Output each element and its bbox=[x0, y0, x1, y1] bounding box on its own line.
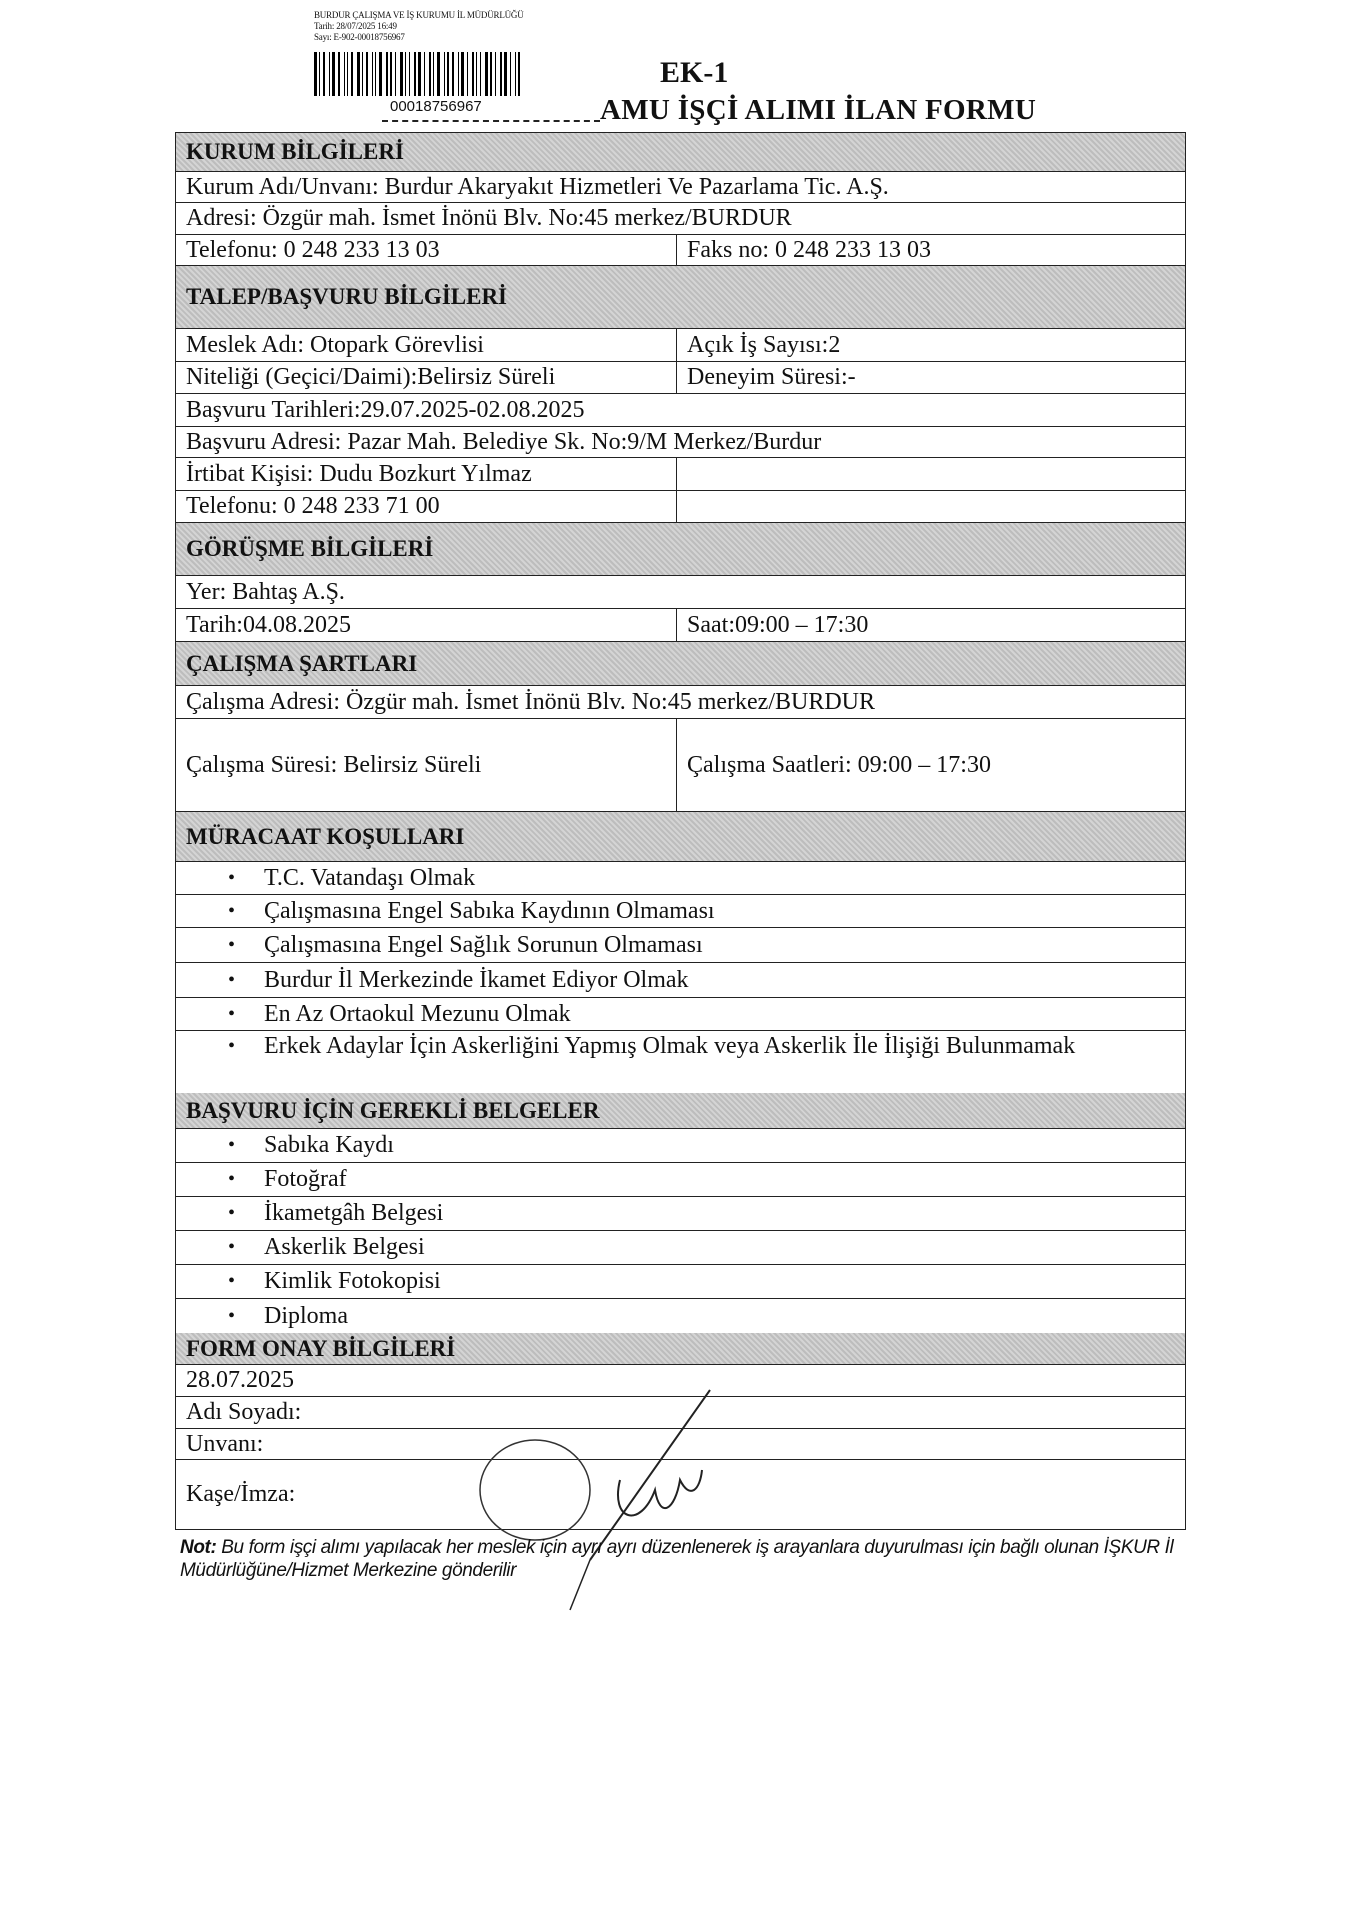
list-item bbox=[176, 998, 1185, 1031]
barcode-bar bbox=[504, 52, 507, 96]
section-onay bbox=[176, 1333, 1185, 1365]
section-heading: TALEP/BAŞVURU BİLGİLERİ bbox=[186, 284, 508, 309]
stamp-number: Sayı: E-902-00018756967 bbox=[314, 32, 405, 42]
list-item bbox=[176, 928, 1185, 963]
barcode-bar bbox=[437, 52, 440, 96]
barcode-bar bbox=[476, 52, 477, 96]
empty-cell bbox=[677, 491, 1185, 522]
kurum-telefon: Telefonu: 0 248 233 13 03 bbox=[176, 235, 677, 265]
barcode-bar bbox=[338, 52, 340, 96]
document-stamp bbox=[314, 10, 524, 43]
talep-telefon: Telefonu: 0 248 233 71 00 bbox=[176, 491, 677, 522]
barcode-bar bbox=[375, 52, 376, 96]
barcode-bar bbox=[351, 52, 353, 96]
barcode-bar bbox=[480, 52, 481, 96]
list-item bbox=[176, 862, 1185, 895]
barcode-bar bbox=[433, 52, 434, 96]
list-item-text: Burdur İl Merkezinde İkamet Ediyor Olmak bbox=[264, 966, 689, 993]
bullet-icon: • bbox=[228, 933, 236, 956]
section-muracaat bbox=[176, 812, 1185, 862]
section-heading: FORM ONAY BİLGİLERİ bbox=[186, 1335, 456, 1361]
bullet-icon: • bbox=[228, 1002, 236, 1025]
barcode-bar bbox=[395, 52, 396, 96]
kurum-faks: Faks no: 0 248 233 13 03 bbox=[687, 236, 932, 263]
gorusme-tarih: Tarih:04.08.2025 bbox=[176, 609, 677, 641]
section-calisma bbox=[176, 642, 1185, 686]
section-heading: GÖRÜŞME BİLGİLERİ bbox=[186, 536, 434, 561]
note-text: Bu form işçi alımı yapılacak her meslek için ayrı ayrı düzenlenerek iş arayanlara duyurulması için bağlı olunan İŞKUR İl Müdürlüğüne/Hizmet Merkezine gönderilir bbox=[180, 1537, 1174, 1581]
barcode-bar bbox=[329, 52, 330, 96]
bullet-icon: • bbox=[228, 1168, 236, 1190]
barcode-bar bbox=[414, 52, 416, 96]
stamp-institution: BURDUR ÇALIŞMA VE İŞ KURUMU İL MÜDÜRLÜĞÜ bbox=[314, 10, 524, 20]
list-item-text: T.C. Vatandaşı Olmak bbox=[264, 864, 476, 891]
list-item bbox=[176, 1231, 1185, 1265]
barcode-bar bbox=[444, 52, 445, 96]
onay-unvan: Unvanı: bbox=[186, 1430, 264, 1457]
barcode-bar bbox=[472, 52, 474, 96]
bullet-icon: • bbox=[228, 1270, 236, 1292]
section-gorusme bbox=[176, 523, 1185, 576]
barcode-bar bbox=[379, 52, 382, 96]
barcode-bar bbox=[332, 52, 335, 96]
barcode-bar bbox=[314, 52, 317, 96]
list-item-cell bbox=[176, 1197, 1185, 1230]
barcode-bar bbox=[400, 52, 403, 96]
barcode-bar bbox=[490, 52, 492, 96]
barcode-bar bbox=[452, 52, 454, 96]
list-item-text: Çalışmasına Engel Sağlık Sorunun Olmaması bbox=[264, 931, 703, 958]
barcode-bar bbox=[344, 52, 345, 96]
list-item-cell bbox=[176, 928, 1185, 962]
bullet-icon: • bbox=[228, 866, 236, 889]
section-kurum bbox=[176, 133, 1185, 172]
bullet-icon: • bbox=[228, 1134, 236, 1156]
gorusme-yer: Yer: Bahtaş A.Ş. bbox=[186, 578, 345, 605]
calisma-sure: Çalışma Süresi: Belirsiz Süreli bbox=[176, 719, 677, 811]
bullet-icon: • bbox=[228, 1202, 236, 1224]
barcode-bar bbox=[366, 52, 368, 96]
list-item-cell bbox=[176, 1299, 1185, 1333]
form-table bbox=[175, 132, 1186, 1530]
deneyim: Deneyim Süresi:- bbox=[687, 364, 856, 390]
barcode-bar bbox=[418, 52, 421, 96]
barcode-bar bbox=[510, 52, 511, 96]
empty-cell bbox=[677, 458, 1185, 490]
list-item-cell bbox=[176, 1231, 1185, 1264]
barcode-bar bbox=[347, 52, 348, 96]
footnote bbox=[180, 1536, 1200, 1582]
stamp-date: Tarih: 28/07/2025 16:49 bbox=[314, 21, 397, 31]
barcode-bar bbox=[485, 52, 488, 96]
list-item-cell bbox=[176, 1129, 1185, 1162]
annex-label: EK-1 bbox=[660, 56, 729, 89]
barcode-bar bbox=[500, 52, 502, 96]
signature-icon bbox=[440, 1370, 740, 1620]
barcode-bar bbox=[357, 52, 360, 96]
barcode-bar bbox=[362, 52, 363, 96]
section-heading: ÇALIŞMA ŞARTLARI bbox=[186, 650, 418, 676]
barcode-number: 00018756967 bbox=[390, 98, 482, 115]
barcode-bar bbox=[461, 52, 464, 96]
bullet-icon: • bbox=[228, 1035, 236, 1057]
bullet-icon: • bbox=[228, 899, 236, 922]
barcode-bar bbox=[515, 52, 516, 96]
bullet-icon: • bbox=[228, 1236, 236, 1258]
section-talep bbox=[176, 266, 1185, 329]
list-item-cell bbox=[176, 998, 1185, 1030]
meslek: Meslek Adı: Otopark Görevlisi bbox=[176, 329, 677, 361]
barcode-bar bbox=[447, 52, 449, 96]
gorusme-saat: Saat:09:00 – 17:30 bbox=[687, 611, 869, 638]
page-title: AMU İŞÇİ ALIMI İLAN FORMU bbox=[600, 94, 1037, 126]
calisma-saatleri: Çalışma Saatleri: 09:00 – 17:30 bbox=[687, 751, 991, 778]
note-label: Not: bbox=[180, 1537, 217, 1558]
list-item-text: En Az Ortaokul Mezunu Olmak bbox=[264, 1000, 571, 1027]
barcode-bar bbox=[323, 52, 325, 96]
barcode-bar bbox=[386, 52, 388, 96]
barcode-bar bbox=[495, 52, 496, 96]
onay-ad-soyad: Adı Soyadı: bbox=[186, 1399, 302, 1425]
list-item-text: Askerlik Belgesi bbox=[264, 1234, 425, 1260]
barcode-bar bbox=[458, 52, 459, 96]
section-heading: BAŞVURU İÇİN GEREKLİ BELGELER bbox=[186, 1097, 600, 1123]
barcode-bar bbox=[518, 52, 520, 96]
list-item-cell bbox=[176, 895, 1185, 927]
bullet-icon: • bbox=[228, 968, 236, 991]
nitelik: Niteliği (Geçici/Daimi):Belirsiz Süreli bbox=[176, 362, 677, 393]
list-item-text: Fotoğraf bbox=[264, 1166, 347, 1192]
kurum-ad: Kurum Adı/Unvanı: Burdur Akaryakıt Hizmetleri Ve Pazarlama Tic. A.Ş. bbox=[186, 173, 889, 200]
list-item-text: Diploma bbox=[264, 1302, 348, 1329]
list-item bbox=[176, 1299, 1185, 1333]
barcode-bar bbox=[424, 52, 425, 96]
barcode-bar bbox=[372, 52, 373, 96]
barcode-bar bbox=[429, 52, 431, 96]
list-item bbox=[176, 1129, 1185, 1163]
title-underline bbox=[382, 120, 600, 122]
acik-is: Açık İş Sayısı:2 bbox=[687, 331, 841, 358]
list-item-cell bbox=[176, 963, 1185, 997]
barcode bbox=[314, 52, 598, 96]
barcode-bar bbox=[467, 52, 468, 96]
list-item-cell bbox=[176, 1031, 1185, 1093]
list-item-text: Erkek Adaylar İçin Askerliğini Yapmış Olmak veya Askerlik İle İlişiği Bulunmamak bbox=[264, 1033, 1076, 1059]
basvuru-tarihleri: Başvuru Tarihleri:29.07.2025-02.08.2025 bbox=[186, 396, 585, 423]
onay-tarih: 28.07.2025 bbox=[186, 1367, 294, 1393]
kurum-adres: Adresi: Özgür mah. İsmet İnönü Blv. No:45 merkez/BURDUR bbox=[186, 205, 792, 231]
basvuru-adresi: Başvuru Adresi: Pazar Mah. Belediye Sk. No:9/M Merkez/Burdur bbox=[186, 428, 822, 455]
onay-kase-imza: Kaşe/İmza: bbox=[186, 1481, 296, 1507]
list-item bbox=[176, 1031, 1185, 1093]
section-heading: KURUM BİLGİLERİ bbox=[186, 139, 404, 164]
list-item bbox=[176, 895, 1185, 928]
list-item-cell bbox=[176, 862, 1185, 894]
list-item-text: Kimlik Fotokopisi bbox=[264, 1268, 441, 1294]
list-item bbox=[176, 963, 1185, 998]
list-item-text: Sabıka Kaydı bbox=[264, 1132, 394, 1158]
barcode-bar bbox=[319, 52, 320, 96]
barcode-bar bbox=[409, 52, 410, 96]
list-item-text: İkametgâh Belgesi bbox=[264, 1200, 444, 1226]
list-item-text: Çalışmasına Engel Sabıka Kaydının Olmaması bbox=[264, 897, 715, 924]
calisma-adres: Çalışma Adresi: Özgür mah. İsmet İnönü Blv. No:45 merkez/BURDUR bbox=[186, 688, 876, 715]
list-item-cell bbox=[176, 1265, 1185, 1298]
section-belgeler bbox=[176, 1093, 1185, 1129]
barcode-bar bbox=[405, 52, 406, 96]
section-heading: MÜRACAAT KOŞULLARI bbox=[186, 823, 465, 849]
irtibat: İrtibat Kişisi: Dudu Bozkurt Yılmaz bbox=[176, 458, 677, 490]
list-item bbox=[176, 1197, 1185, 1231]
list-item bbox=[176, 1163, 1185, 1197]
barcode-bar bbox=[390, 52, 392, 96]
list-item bbox=[176, 1265, 1185, 1299]
list-item-cell bbox=[176, 1163, 1185, 1196]
bullet-icon: • bbox=[228, 1304, 236, 1327]
